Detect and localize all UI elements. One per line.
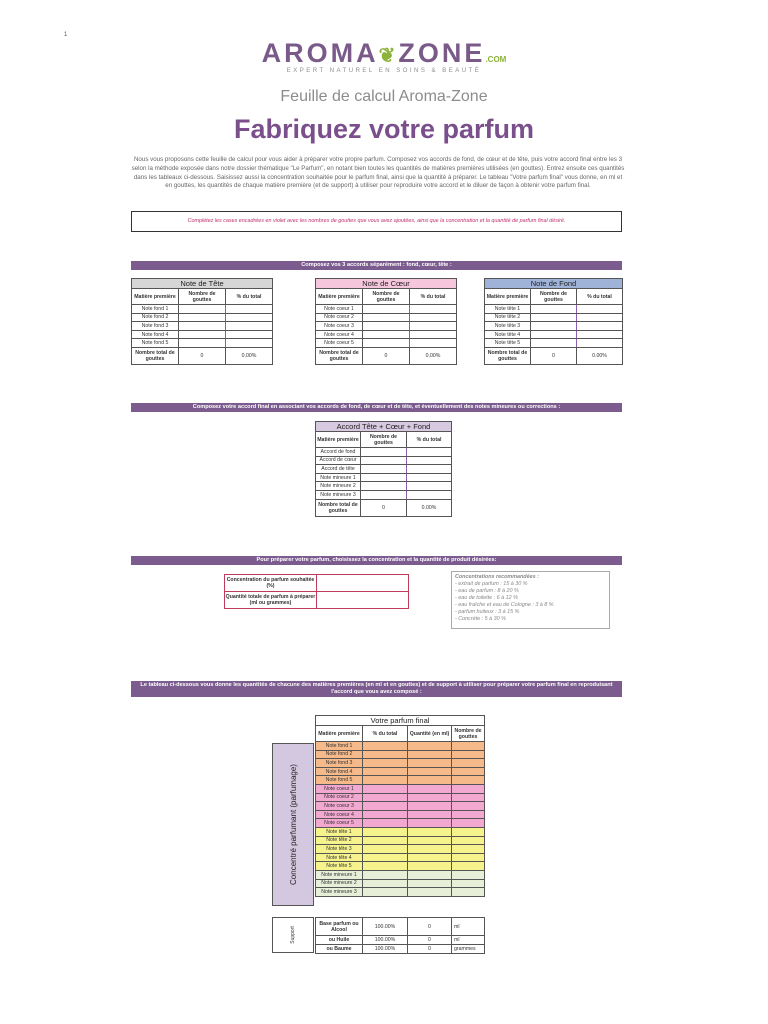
drops-input[interactable] — [531, 330, 577, 339]
quantity-label: Quantité totale de parfum à préparer (ml ou grammes) — [225, 592, 317, 609]
drops-input[interactable] — [531, 322, 577, 331]
pct-cell — [363, 853, 408, 862]
pct-cell — [363, 845, 408, 854]
side-label — [272, 743, 314, 906]
support-label — [272, 917, 314, 953]
logo-left-text: AROMA — [261, 38, 379, 68]
row-label: Note fond 3 — [132, 322, 179, 331]
pct-cell — [410, 305, 457, 314]
row-label: Note tête 4 — [316, 853, 363, 862]
support-unit: ml — [452, 936, 485, 945]
pct-cell — [363, 793, 408, 802]
table-accord-final — [315, 421, 452, 517]
table-row — [316, 827, 485, 836]
qty-cell — [408, 802, 452, 811]
drops-cell — [452, 870, 485, 879]
qty-cell — [408, 888, 452, 897]
col-header: % du total — [226, 289, 273, 305]
pct-cell — [577, 322, 623, 331]
logo-right-text: ZONE — [398, 38, 486, 68]
drops-input[interactable] — [363, 322, 410, 331]
qty-cell — [408, 845, 452, 854]
logo-tagline: EXPERT NATUREL EN SOINS & BEAUTÉ — [286, 68, 482, 74]
sheet-subtitle: Feuille de calcul Aroma-Zone — [280, 88, 488, 105]
reco-title: Concentrations recommandées : — [455, 574, 539, 580]
row-label: Note mineure 2 — [316, 879, 363, 888]
pct-cell — [363, 810, 408, 819]
support-pct: 100.00% — [363, 936, 408, 945]
pct-cell — [577, 305, 623, 314]
row-label: Note fond 5 — [316, 776, 363, 785]
total-label: Nombre total de gouttes — [316, 347, 363, 364]
pct-cell — [363, 802, 408, 811]
qty-cell — [408, 742, 452, 751]
pct-cell — [407, 490, 452, 499]
pct-cell — [410, 313, 457, 322]
side-label-text: Concentré parfumant (parfumage) — [288, 764, 298, 885]
row-label: Note coeur 3 — [316, 322, 363, 331]
total-label: Nombre total de gouttes — [316, 499, 361, 516]
row-label: Note coeur 2 — [316, 793, 363, 802]
pct-cell — [363, 870, 408, 879]
drops-cell — [452, 888, 485, 897]
drops-cell — [452, 750, 485, 759]
qty-cell — [408, 819, 452, 828]
drops-input[interactable] — [361, 456, 407, 465]
qty-cell — [408, 759, 452, 768]
drops-cell — [452, 802, 485, 811]
qty-cell — [408, 827, 452, 836]
drops-input[interactable] — [363, 330, 410, 339]
drops-cell — [452, 879, 485, 888]
drops-input[interactable] — [361, 482, 407, 491]
section-band-concentration: Pour préparer votre parfum, choisissez la concentration et la quantité de produit désirées: — [131, 556, 622, 565]
qty-cell — [408, 810, 452, 819]
drops-input[interactable] — [361, 448, 407, 457]
drops-cell — [452, 836, 485, 845]
qty-cell — [408, 862, 452, 871]
qty-cell — [408, 870, 452, 879]
row-label: Note fond 2 — [132, 313, 179, 322]
row-label: Note tête 2 — [485, 313, 531, 322]
support-qty: 0 — [408, 936, 452, 945]
qty-cell — [408, 836, 452, 845]
row-label: Note mineure 3 — [316, 490, 361, 499]
drops-cell — [452, 845, 485, 854]
row-label: Note fond 1 — [316, 742, 363, 751]
pct-cell — [363, 827, 408, 836]
drops-cell — [452, 862, 485, 871]
table-parfum-final — [315, 715, 485, 897]
table-note-tete — [131, 278, 273, 365]
support-qty: 0 — [408, 945, 452, 954]
pct-cell — [577, 339, 623, 348]
table-row — [316, 810, 485, 819]
col-header: % du total — [363, 726, 408, 742]
drops-input[interactable] — [531, 305, 577, 314]
quantity-input[interactable] — [317, 592, 409, 609]
drops-input[interactable] — [361, 465, 407, 474]
drops-cell — [452, 793, 485, 802]
recommended-concentrations — [451, 571, 610, 629]
table-row — [316, 853, 485, 862]
support-name: ou Huile — [316, 936, 363, 945]
logo-com: .COM — [485, 55, 507, 64]
qty-cell — [408, 750, 452, 759]
row-label: Note tête 5 — [485, 339, 531, 348]
drops-cell — [452, 776, 485, 785]
row-label: Note fond 3 — [316, 759, 363, 768]
concentration-input[interactable] — [317, 575, 409, 592]
pct-cell — [363, 776, 408, 785]
table-row — [316, 776, 485, 785]
row-label: Note fond 1 — [132, 305, 179, 314]
table-row — [316, 845, 485, 854]
col-header: % du total — [577, 289, 623, 305]
pct-cell — [577, 330, 623, 339]
intro-paragraph: Nous vous proposons cette feuille de calcul pour vous aider à préparer votre propre parfum. Composez vos accords de fond, de cœur et de tête, puis votre accord final entre les 3 selon la méthode exposée dans notre dossier thématique "Le Parfum", en notant bien toutes les quantités de matières premières utilisées (en gouttes). Entrez ensuite ces quantités dans les tableaux ci-dessous. Saisissez aussi la concentration souhaitée pour le parfum final, ainsi que la quantité à préparer. Le tableau "Votre parfum final" vous donne, en ml et en gouttes, les quantités de chaque matière première (et de support) à utiliser pour reproduire votre accord et le diluer de façon à obtenir votre parfum final. — [131, 156, 625, 190]
row-label: Note coeur 2 — [316, 313, 363, 322]
section-band-accords: Composez vos 3 accords séparément : fond, cœur, tête : — [131, 261, 622, 270]
col-header: Matière première — [316, 432, 361, 448]
col-header: Matière première — [132, 289, 179, 305]
drops-input[interactable] — [531, 313, 577, 322]
reco-line: - eau de toilette : 6 à 12 % — [455, 595, 518, 601]
pct-cell — [363, 879, 408, 888]
row-label: Note tête 2 — [316, 836, 363, 845]
drops-input[interactable] — [531, 339, 577, 348]
pct-cell — [407, 465, 452, 474]
reco-line: - Concrète : 5 à 30 % — [455, 616, 506, 622]
drops-input[interactable] — [179, 305, 226, 314]
row-label: Note tête 4 — [485, 330, 531, 339]
total-pct: 0.00% — [577, 347, 623, 364]
qty-cell — [408, 784, 452, 793]
pct-cell — [410, 339, 457, 348]
table-row — [316, 759, 485, 768]
col-header: Nombre de gouttes — [363, 289, 410, 305]
table-row — [316, 750, 485, 759]
leaf-icon: ❦ — [378, 45, 399, 67]
support-unit: ml — [452, 918, 485, 936]
total-drops: 0 — [531, 347, 577, 364]
drops-cell — [452, 853, 485, 862]
table-note-coeur — [315, 278, 457, 365]
pct-cell — [407, 482, 452, 491]
row-label: Note coeur 1 — [316, 784, 363, 793]
table-row — [316, 819, 485, 828]
pct-cell — [226, 339, 273, 348]
reco-line: - extrait de parfum : 15 à 30 % — [455, 581, 528, 587]
row-label: Note mineure 2 — [316, 482, 361, 491]
row-label: Note coeur 1 — [316, 305, 363, 314]
row-label: Note fond 4 — [132, 330, 179, 339]
qty-cell — [408, 853, 452, 862]
pct-cell — [363, 862, 408, 871]
section-band-final: Le tableau ci-dessous vous donne les quantités de chacune des matières premières (en ml et en gouttes) et de support à utiliser pour préparer votre parfum final en reproduisant l'accord que vous avez composé : — [131, 681, 622, 697]
pct-cell — [363, 784, 408, 793]
row-label: Note tête 5 — [316, 862, 363, 871]
table-title: Note de Fond — [485, 279, 623, 289]
qty-cell — [408, 767, 452, 776]
support-name: Base parfum ou Alcool — [316, 918, 363, 936]
drops-input[interactable] — [363, 339, 410, 348]
col-header: Matière première — [485, 289, 531, 305]
drops-input[interactable] — [361, 490, 407, 499]
aroma-zone-logo — [0, 38, 768, 74]
pct-cell — [363, 759, 408, 768]
support-pct: 100.00% — [363, 918, 408, 936]
drops-input[interactable] — [363, 313, 410, 322]
pct-cell — [363, 742, 408, 751]
drops-cell — [452, 759, 485, 768]
row-label: Note mineure 3 — [316, 888, 363, 897]
reco-line: - eau fraîche et eau de Cologne : 3 à 8 % — [455, 602, 554, 608]
pct-cell — [407, 448, 452, 457]
row-label: Note coeur 5 — [316, 819, 363, 828]
pct-cell — [226, 313, 273, 322]
drops-cell — [452, 784, 485, 793]
row-label: Note fond 2 — [316, 750, 363, 759]
col-header: % du total — [407, 432, 452, 448]
support-qty: 0 — [408, 918, 452, 936]
table-row — [316, 862, 485, 871]
pct-cell — [363, 836, 408, 845]
table-title: Note de Tête — [132, 279, 273, 289]
pct-cell — [407, 456, 452, 465]
total-drops: 0 — [363, 347, 410, 364]
table-row — [316, 879, 485, 888]
col-header: Nombre de gouttes — [361, 432, 407, 448]
drops-cell — [452, 742, 485, 751]
drops-cell — [452, 767, 485, 776]
row-label: Note coeur 4 — [316, 330, 363, 339]
drops-input[interactable] — [179, 330, 226, 339]
table-row — [316, 888, 485, 897]
drops-input[interactable] — [179, 322, 226, 331]
reco-line: - eau de parfum : 8 à 20 % — [455, 588, 519, 594]
concentration-label: Concentration du parfum souhaitée (%) — [225, 575, 317, 592]
pct-cell — [577, 313, 623, 322]
pct-cell — [363, 819, 408, 828]
table-row — [316, 742, 485, 751]
row-label: Note mineure 1 — [316, 473, 361, 482]
row-label: Note coeur 5 — [316, 339, 363, 348]
row-label: Note tête 3 — [485, 322, 531, 331]
col-header: % du total — [410, 289, 457, 305]
pct-cell — [363, 888, 408, 897]
table-support — [315, 917, 485, 954]
pct-cell — [363, 767, 408, 776]
row-label: Accord de tête — [316, 465, 361, 474]
table-row — [316, 870, 485, 879]
drops-cell — [452, 810, 485, 819]
row-label: Accord de cœur — [316, 456, 361, 465]
row-label: Note tête 1 — [485, 305, 531, 314]
col-header: Matière première — [316, 726, 363, 742]
total-drops: 0 — [179, 347, 226, 364]
qty-cell — [408, 879, 452, 888]
pct-cell — [407, 473, 452, 482]
col-header: Quantité (en ml) — [408, 726, 452, 742]
qty-cell — [408, 793, 452, 802]
pct-cell — [226, 330, 273, 339]
table-row — [316, 836, 485, 845]
pct-cell — [410, 330, 457, 339]
drops-input[interactable] — [363, 305, 410, 314]
pct-cell — [363, 750, 408, 759]
drops-input[interactable] — [361, 473, 407, 482]
drops-input[interactable] — [179, 313, 226, 322]
support-pct: 100.00% — [363, 945, 408, 954]
reco-line: - parfum huileux : 3 à 15 % — [455, 609, 520, 615]
row-label: Note coeur 3 — [316, 802, 363, 811]
total-drops: 0 — [361, 499, 407, 516]
table-row — [316, 802, 485, 811]
total-label: Nombre total de gouttes — [485, 347, 531, 364]
total-pct: 0.00% — [226, 347, 273, 364]
row-label: Note mineure 1 — [316, 870, 363, 879]
total-pct: 0.00% — [407, 499, 452, 516]
table-row — [316, 793, 485, 802]
page-title: Fabriquez votre parfum — [233, 114, 535, 144]
total-pct: 0.00% — [410, 347, 457, 364]
pct-cell — [226, 305, 273, 314]
row-label: Note fond 5 — [132, 339, 179, 348]
table-note-fond — [484, 278, 623, 365]
table-title: Votre parfum final — [316, 716, 485, 726]
col-header: Matière première — [316, 289, 363, 305]
support-name: ou Baume — [316, 945, 363, 954]
table-row — [316, 767, 485, 776]
support-unit: grammes — [452, 945, 485, 954]
qty-cell — [408, 776, 452, 785]
row-label: Note fond 4 — [316, 767, 363, 776]
support-label-text: Support — [289, 926, 296, 944]
drops-cell — [452, 819, 485, 828]
row-label: Note tête 3 — [316, 845, 363, 854]
total-label: Nombre total de gouttes — [132, 347, 179, 364]
row-label: Note tête 1 — [316, 827, 363, 836]
col-header: Nombre de gouttes — [452, 726, 485, 742]
pct-cell — [410, 322, 457, 331]
page-marker: 1 — [64, 32, 68, 38]
col-header: Nombre de gouttes — [179, 289, 226, 305]
row-label: Accord de fond — [316, 448, 361, 457]
pct-cell — [226, 322, 273, 331]
table-title: Note de Cœur — [316, 279, 457, 289]
section-band-accord-final: Composez votre accord final en associant vos accords de fond, de cœur et de tête, et éventuellement des notes mineures ou corrections : — [131, 403, 622, 412]
row-label: Note coeur 4 — [316, 810, 363, 819]
table-concentration — [224, 574, 409, 609]
drops-cell — [452, 827, 485, 836]
table-title: Accord Tête + Cœur + Fond — [316, 422, 452, 432]
instructions-notice: Complétez les cases encadrées en violet avec les nombres de gouttes que vous avez ajoutées, ainsi que la concentration et la quantité de parfum final désiré. — [131, 211, 622, 232]
table-row — [316, 784, 485, 793]
drops-input[interactable] — [179, 339, 226, 348]
col-header: Nombre de gouttes — [531, 289, 577, 305]
